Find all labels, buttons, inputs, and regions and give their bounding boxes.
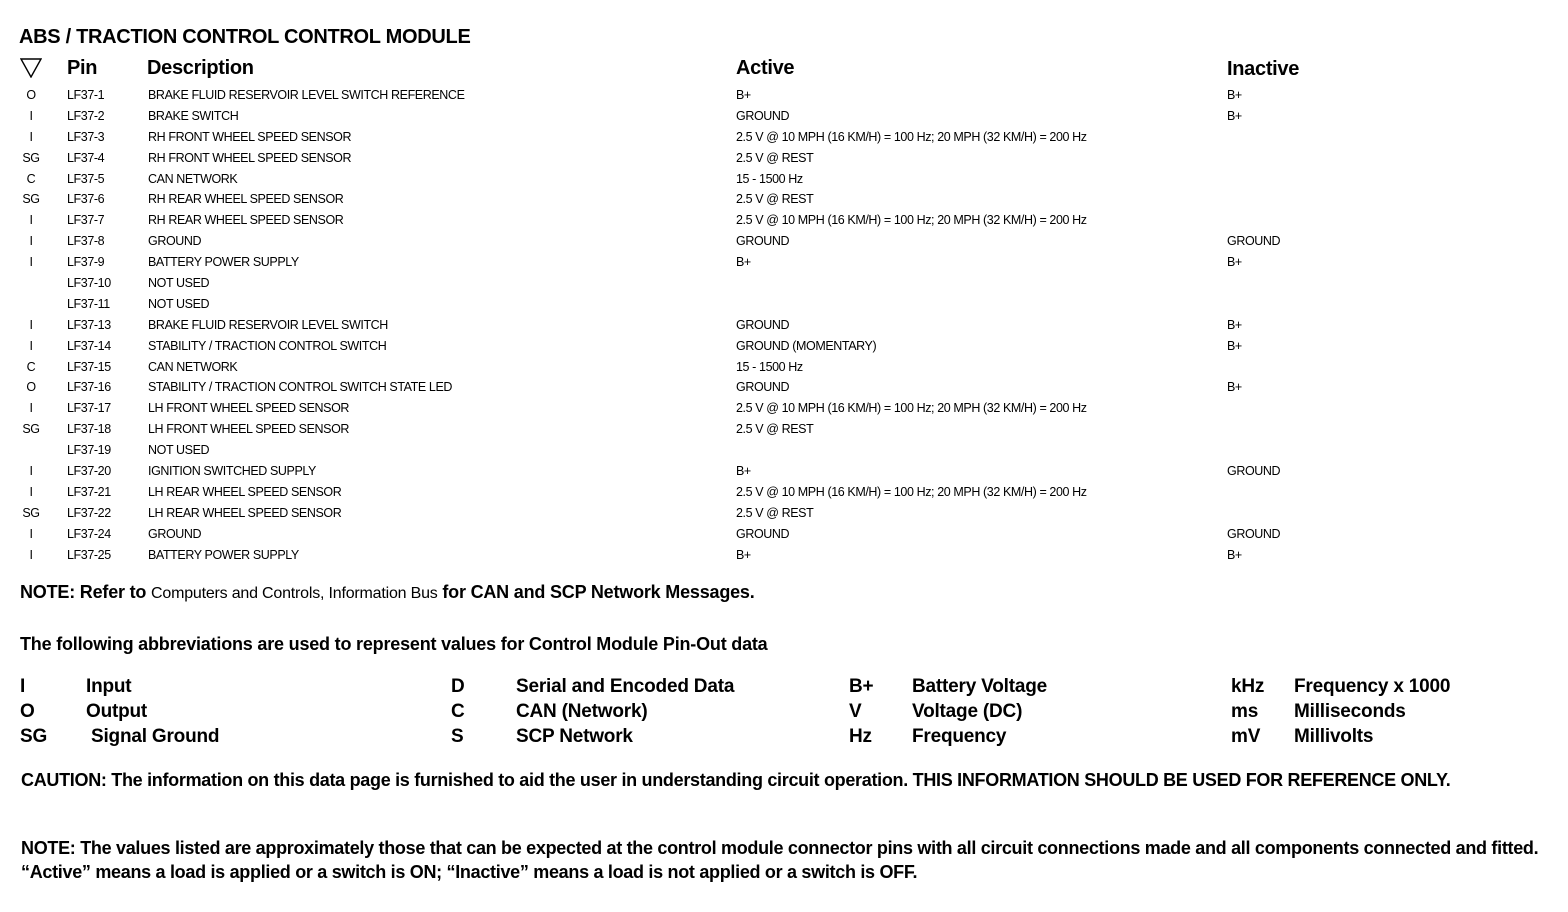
- active-cell: B+: [736, 547, 751, 562]
- table-row: [0, 358, 1568, 379]
- io-cell: I: [29, 526, 33, 541]
- abbreviation-code: B+: [849, 676, 874, 697]
- abbreviation-code: D: [451, 676, 465, 697]
- description-cell: BRAKE FLUID RESERVOIR LEVEL SWITCH: [148, 317, 388, 332]
- pin-cell: LF37-16: [67, 380, 111, 395]
- pin-cell: LF37-21: [67, 484, 111, 499]
- triangle-down-icon: [20, 58, 42, 78]
- description-cell: BATTERY POWER SUPPLY: [148, 547, 299, 562]
- io-cell: SG: [22, 192, 40, 207]
- table-row: [0, 107, 1568, 128]
- abbreviation-meaning: SCP Network: [516, 726, 633, 747]
- description-cell: GROUND: [148, 526, 202, 541]
- description-cell: RH REAR WHEEL SPEED SENSOR: [148, 213, 344, 228]
- pin-cell: LF37-2: [67, 108, 105, 123]
- io-cell: SG: [22, 505, 40, 520]
- io-cell: I: [29, 484, 33, 499]
- table-row: [0, 295, 1568, 316]
- pin-cell: LF37-8: [67, 234, 105, 249]
- abbreviation-code: O: [20, 701, 35, 722]
- inactive-cell: GROUND: [1227, 526, 1281, 541]
- inactive-cell: GROUND: [1227, 234, 1281, 249]
- table-row: [0, 399, 1568, 420]
- pin-cell: LF37-19: [67, 443, 111, 458]
- description-cell: GROUND: [148, 234, 202, 249]
- io-cell: C: [26, 359, 36, 374]
- description-cell: LH REAR WHEEL SPEED SENSOR: [148, 505, 342, 520]
- io-cell: I: [29, 255, 33, 270]
- note-network-suffix: for CAN and SCP Network Messages.: [437, 582, 755, 602]
- abbreviation-code: I: [20, 676, 26, 697]
- abbreviation-meaning: Voltage (DC): [912, 701, 1023, 722]
- pin-cell: LF37-13: [67, 317, 111, 332]
- io-cell: I: [29, 338, 33, 353]
- io-cell: I: [29, 213, 33, 228]
- active-cell: B+: [736, 88, 751, 102]
- inactive-cell: B+: [1227, 108, 1242, 123]
- inactive-cell: B+: [1227, 88, 1242, 102]
- description-cell: NOT USED: [148, 296, 210, 311]
- pinout-table: [0, 86, 1568, 566]
- table-row: [0, 274, 1568, 295]
- table-row: [0, 316, 1568, 337]
- active-cell: 2.5 V @ 10 MPH (16 KM/H) = 100 Hz; 20 MPH (32 KM/H) = 200 Hz: [736, 129, 1087, 144]
- active-cell: GROUND: [736, 317, 790, 332]
- abbreviation-code: S: [451, 726, 464, 747]
- inactive-cell: GROUND: [1227, 464, 1281, 479]
- active-cell: 2.5 V @ REST: [736, 150, 814, 165]
- header-pin: Pin: [67, 57, 98, 79]
- active-cell: 2.5 V @ 10 MPH (16 KM/H) = 100 Hz; 20 MPH (32 KM/H) = 200 Hz: [736, 484, 1087, 499]
- pin-cell: LF37-4: [67, 150, 105, 165]
- description-cell: RH REAR WHEEL SPEED SENSOR: [148, 192, 344, 207]
- pin-cell: LF37-24: [67, 526, 111, 541]
- note-network-prefix: NOTE: Refer to: [20, 582, 152, 602]
- abbreviation-meaning: Battery Voltage: [912, 676, 1047, 697]
- description-cell: STABILITY / TRACTION CONTROL SWITCH: [148, 338, 387, 353]
- pin-cell: LF37-11: [67, 296, 110, 311]
- table-row: [0, 483, 1568, 504]
- description-cell: NOT USED: [148, 443, 210, 458]
- abbreviation-meaning: Frequency x 1000: [1294, 676, 1451, 697]
- pin-cell: LF37-14: [67, 338, 111, 353]
- active-cell: GROUND (MOMENTARY): [736, 338, 877, 353]
- table-row: [0, 546, 1568, 567]
- abbreviation-code: ms: [1231, 701, 1259, 722]
- page-title: ABS / TRACTION CONTROL CONTROL MODULE: [19, 26, 471, 48]
- active-cell: 2.5 V @ REST: [736, 192, 814, 207]
- pin-cell: LF37-22: [67, 505, 111, 520]
- active-cell: B+: [736, 255, 751, 270]
- inactive-cell: B+: [1227, 255, 1242, 270]
- table-row: [0, 420, 1568, 441]
- header-active: Active: [736, 57, 795, 79]
- description-cell: LH REAR WHEEL SPEED SENSOR: [148, 484, 342, 499]
- active-cell: GROUND: [736, 234, 790, 249]
- abbreviation-code: SG: [20, 726, 48, 747]
- io-cell: I: [29, 108, 33, 123]
- abbreviation-meaning: Frequency: [912, 726, 1007, 747]
- pin-cell: LF37-25: [67, 547, 111, 562]
- io-cell: O: [26, 88, 36, 102]
- io-cell: I: [29, 129, 33, 144]
- inactive-cell: B+: [1227, 547, 1242, 562]
- io-cell: I: [29, 234, 33, 249]
- active-cell: GROUND: [736, 108, 790, 123]
- table-row: [0, 525, 1568, 546]
- table-row: [0, 190, 1568, 211]
- abbreviation-meaning: Output: [86, 701, 148, 722]
- io-cell: C: [26, 171, 36, 186]
- io-cell: I: [29, 464, 33, 479]
- abbreviation-code: kHz: [1231, 676, 1265, 697]
- pin-cell: LF37-10: [67, 276, 111, 291]
- table-row: [0, 253, 1568, 274]
- io-cell: I: [29, 547, 33, 562]
- table-row: [0, 378, 1568, 399]
- pin-cell: LF37-6: [67, 192, 105, 207]
- table-row: [0, 232, 1568, 253]
- io-cell: SG: [22, 422, 40, 437]
- abbreviation-code: V: [849, 701, 862, 722]
- inactive-cell: B+: [1227, 380, 1242, 395]
- header-description: Description: [147, 57, 254, 79]
- pin-cell: LF37-7: [67, 213, 105, 228]
- abbreviation-meaning: Input: [86, 676, 132, 697]
- active-cell: 2.5 V @ REST: [736, 505, 814, 520]
- pin-cell: LF37-18: [67, 422, 111, 437]
- active-cell: 2.5 V @ 10 MPH (16 KM/H) = 100 Hz; 20 MPH (32 KM/H) = 200 Hz: [736, 213, 1087, 228]
- table-row: [0, 170, 1568, 191]
- pin-cell: LF37-1: [67, 88, 105, 102]
- description-cell: CAN NETWORK: [148, 171, 238, 186]
- table-row: [0, 441, 1568, 462]
- abbreviation-meaning: Serial and Encoded Data: [516, 676, 735, 697]
- inactive-cell: B+: [1227, 317, 1242, 332]
- caution-text: CAUTION: The information on this data page is furnished to aid the user in understanding circuit operation. THIS INFORMATION SHOULD BE USED FOR REFERENCE ONLY.: [21, 770, 1451, 790]
- active-cell: 15 - 1500 Hz: [736, 359, 803, 374]
- header-inactive: Inactive: [1227, 58, 1300, 80]
- abbreviation-meaning: CAN (Network): [516, 701, 648, 722]
- active-cell: GROUND: [736, 526, 790, 541]
- note-network-reference: Computers and Controls, Information Bus: [151, 585, 438, 602]
- table-row: [0, 128, 1568, 149]
- description-cell: BATTERY POWER SUPPLY: [148, 255, 299, 270]
- pin-cell: LF37-3: [67, 129, 105, 144]
- active-cell: GROUND: [736, 380, 790, 395]
- description-cell: LH FRONT WHEEL SPEED SENSOR: [148, 422, 350, 437]
- table-row: [0, 149, 1568, 170]
- io-cell: I: [29, 317, 33, 332]
- table-row: [0, 504, 1568, 525]
- note-values: NOTE: The values listed are approximately those that can be expected at the control module connector pins with all circuit connections made and all components connected and fitted. “Active” means a load is applied or a switch is ON; “Inactive” means a load is not applied or a switch is OFF.: [21, 838, 1539, 882]
- inactive-cell: B+: [1227, 338, 1242, 353]
- description-cell: RH FRONT WHEEL SPEED SENSOR: [148, 150, 352, 165]
- pin-cell: LF37-9: [67, 255, 105, 270]
- io-cell: I: [29, 401, 33, 416]
- description-cell: LH FRONT WHEEL SPEED SENSOR: [148, 401, 350, 416]
- pin-cell: LF37-17: [67, 401, 111, 416]
- description-cell: NOT USED: [148, 276, 210, 291]
- abbreviation-meaning: Signal Ground: [91, 726, 220, 747]
- pin-cell: LF37-20: [67, 464, 111, 479]
- description-cell: STABILITY / TRACTION CONTROL SWITCH STATE LED: [148, 380, 453, 395]
- abbreviations-intro: The following abbreviations are used to represent values for Control Module Pin-Out data: [20, 634, 768, 654]
- io-cell: O: [26, 380, 36, 395]
- pin-cell: LF37-15: [67, 359, 111, 374]
- table-row: [0, 86, 1568, 107]
- description-cell: RH FRONT WHEEL SPEED SENSOR: [148, 129, 352, 144]
- description-cell: BRAKE FLUID RESERVOIR LEVEL SWITCH REFERENCE: [148, 88, 465, 102]
- active-cell: B+: [736, 464, 751, 479]
- abbreviation-meaning: Milliseconds: [1294, 701, 1406, 722]
- abbreviation-code: C: [451, 701, 465, 722]
- abbreviation-code: Hz: [849, 726, 872, 747]
- abbreviation-meaning: Millivolts: [1294, 726, 1374, 747]
- note-network: [20, 582, 755, 603]
- description-cell: IGNITION SWITCHED SUPPLY: [148, 464, 316, 479]
- table-row: [0, 337, 1568, 358]
- active-cell: 15 - 1500 Hz: [736, 171, 803, 186]
- table-row: [0, 462, 1568, 483]
- io-cell: SG: [22, 150, 40, 165]
- table-row: [0, 211, 1568, 232]
- active-cell: 2.5 V @ REST: [736, 422, 814, 437]
- description-cell: BRAKE SWITCH: [148, 108, 239, 123]
- pin-cell: LF37-5: [67, 171, 105, 186]
- abbreviation-code: mV: [1231, 726, 1261, 747]
- description-cell: CAN NETWORK: [148, 359, 238, 374]
- active-cell: 2.5 V @ 10 MPH (16 KM/H) = 100 Hz; 20 MPH (32 KM/H) = 200 Hz: [736, 401, 1087, 416]
